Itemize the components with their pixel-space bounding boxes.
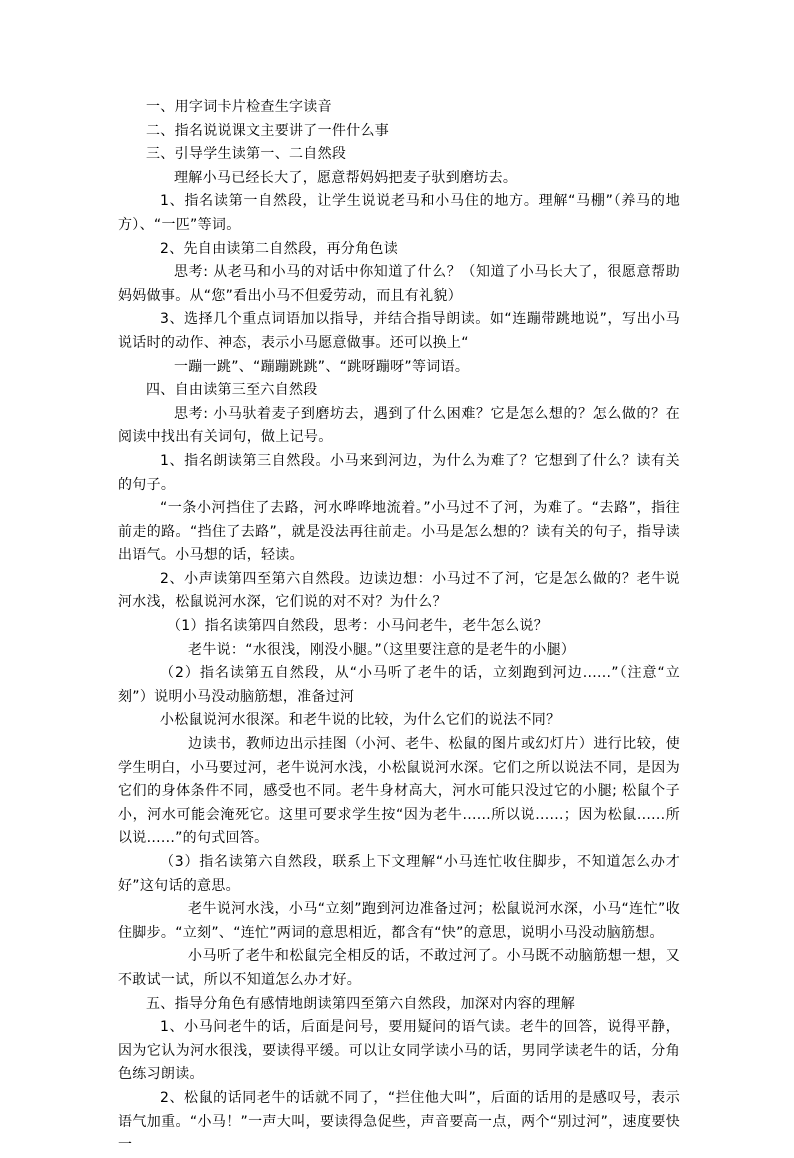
paragraph: “一条小河挡住了去路，河水哗哗地流着。”小马过不了河，为难了。“去路”，指往前走的路。“挡住了去路”，就是没法再往前走。小马是怎么想的？读有关的句子，指导读出语气。小马想的话，轻读。 (118, 500, 680, 564)
paragraph: 理解小马已经长大了，愿意帮妈妈把麦子驮到磨坊去。 (174, 169, 518, 186)
paragraph: 1、指名朗读第三自然段。小马来到河边，为什么为难了？它想到了什么？读有关的句子。 (118, 452, 680, 493)
paragraph: 思考: 从老马和小马的对话中你知道了什么？（知道了小马长大了，很愿意帮助妈妈做事。从“您”看出小马不但爱劳动，而且有礼貌） (118, 264, 680, 304)
paragraph: （3）指名读第六自然段，联系上下文理解“小马连忙收住脚步，不知道怎么办才好”这句话的意思。 (118, 854, 680, 894)
paragraph: 1、指名读第一自然段，让学生说说老马和小马住的地方。理解“马棚”（养马的地方）、“一匹”等词。 (118, 193, 680, 233)
paragraph: 2、小声读第四至第六自然段。边读边想：小马过不了河，它是怎么做的？老牛说河水浅，松鼠说河水深，它们说的对不对？为什么？ (118, 570, 680, 611)
section-heading-1: 一、用字词卡片检查生字读音 (146, 99, 332, 115)
section-heading-2: 二、指名说说课文主要讲了一件什么事 (146, 122, 390, 139)
paragraph: 一蹦一跳”、“蹦蹦跳跳”、“跳呀蹦呀”等词语。 (174, 358, 470, 375)
paragraph: 3、选择几个重点词语加以指导，并结合指导朗读。如“连蹦带跳地说”，写出小马说话时的动作、神态，表示小马愿意做事。还可以换上“ (118, 311, 680, 351)
paragraph: 老牛说：“水很浅，刚没小腿。”（这里要注意的是老牛的小腿） (188, 641, 576, 658)
paragraph: 2、先自由读第二自然段，再分角色读 (160, 240, 399, 257)
paragraph: （2）指名读第五自然段，从“小马听了老牛的话，立刻跑到河边......”（注意“立刻”）说明小马没动脑筋想，准备过河 (118, 665, 680, 705)
section-heading-5: 五、指导分角色有感情地朗读第四至第六自然段，加深对内容的理解 (146, 995, 575, 1012)
paragraph: 老牛说河水浅，小马“立刻”跑到河边准备过河；松鼠说河水深，小马“连忙”收住脚步。“立刻”、“连忙”两词的意思相近，都含有“快”的意思，说明小马没动脑筋想。 (118, 901, 680, 941)
paragraph: 边读书，教师边出示挂图（小河、老牛、松鼠的图片或幻灯片）进行比较，使学生明白，小马要过河，老牛说河水浅，小松鼠说河水深。它们之所以说法不同，是因为它们的身体条件不同，感受也不同。老牛身材高大，河水可能只没过它的小腿; 松鼠个子小，河水可能会淹死它。这里可要求学生按“因为老牛......所以说......；因为松鼠......所以说......”的句式回答。 (118, 736, 680, 847)
paragraph: （1）指名读第四自然段，思考：小马问老牛，老牛怎么说？ (167, 618, 549, 635)
document-body (118, 96, 680, 1158)
section-heading-3: 三、引导学生读第一、二自然段 (146, 146, 347, 163)
paragraph: 小马听了老牛和松鼠完全相反的话，不敢过河了。小马既不动脑筋想一想，又不敢试一试，所以不知道怎么办才好。 (118, 948, 680, 988)
section-heading-4: 四、自由读第三至六自然段 (146, 382, 318, 399)
paragraph: 1、小马问老牛的话，后面是问号，要用疑问的语气读。老牛的回答，说得平静，因为它认为河水很浅，要读得平缓。可以让女同学读小马的话，男同学读老牛的话，分角色练习朗读。 (118, 1019, 680, 1083)
paragraph: 2、松鼠的话同老牛的话就不同了，“拦住他大叫”，后面的话用的是感叹号，表示语气加重。“小马！”一声大叫，要读得急促些，声音要高一点，两个“别过河”，速度要快一 (118, 1089, 680, 1154)
paragraph: 小松鼠说河水很深。和老牛说的比较，为什么它们的说法不同？ (160, 712, 561, 729)
paragraph: 思考: 小马驮着麦子到磨坊去，遇到了什么困难？它是怎么想的？怎么做的？在阅读中找出有关词句，做上记号。 (118, 405, 680, 446)
